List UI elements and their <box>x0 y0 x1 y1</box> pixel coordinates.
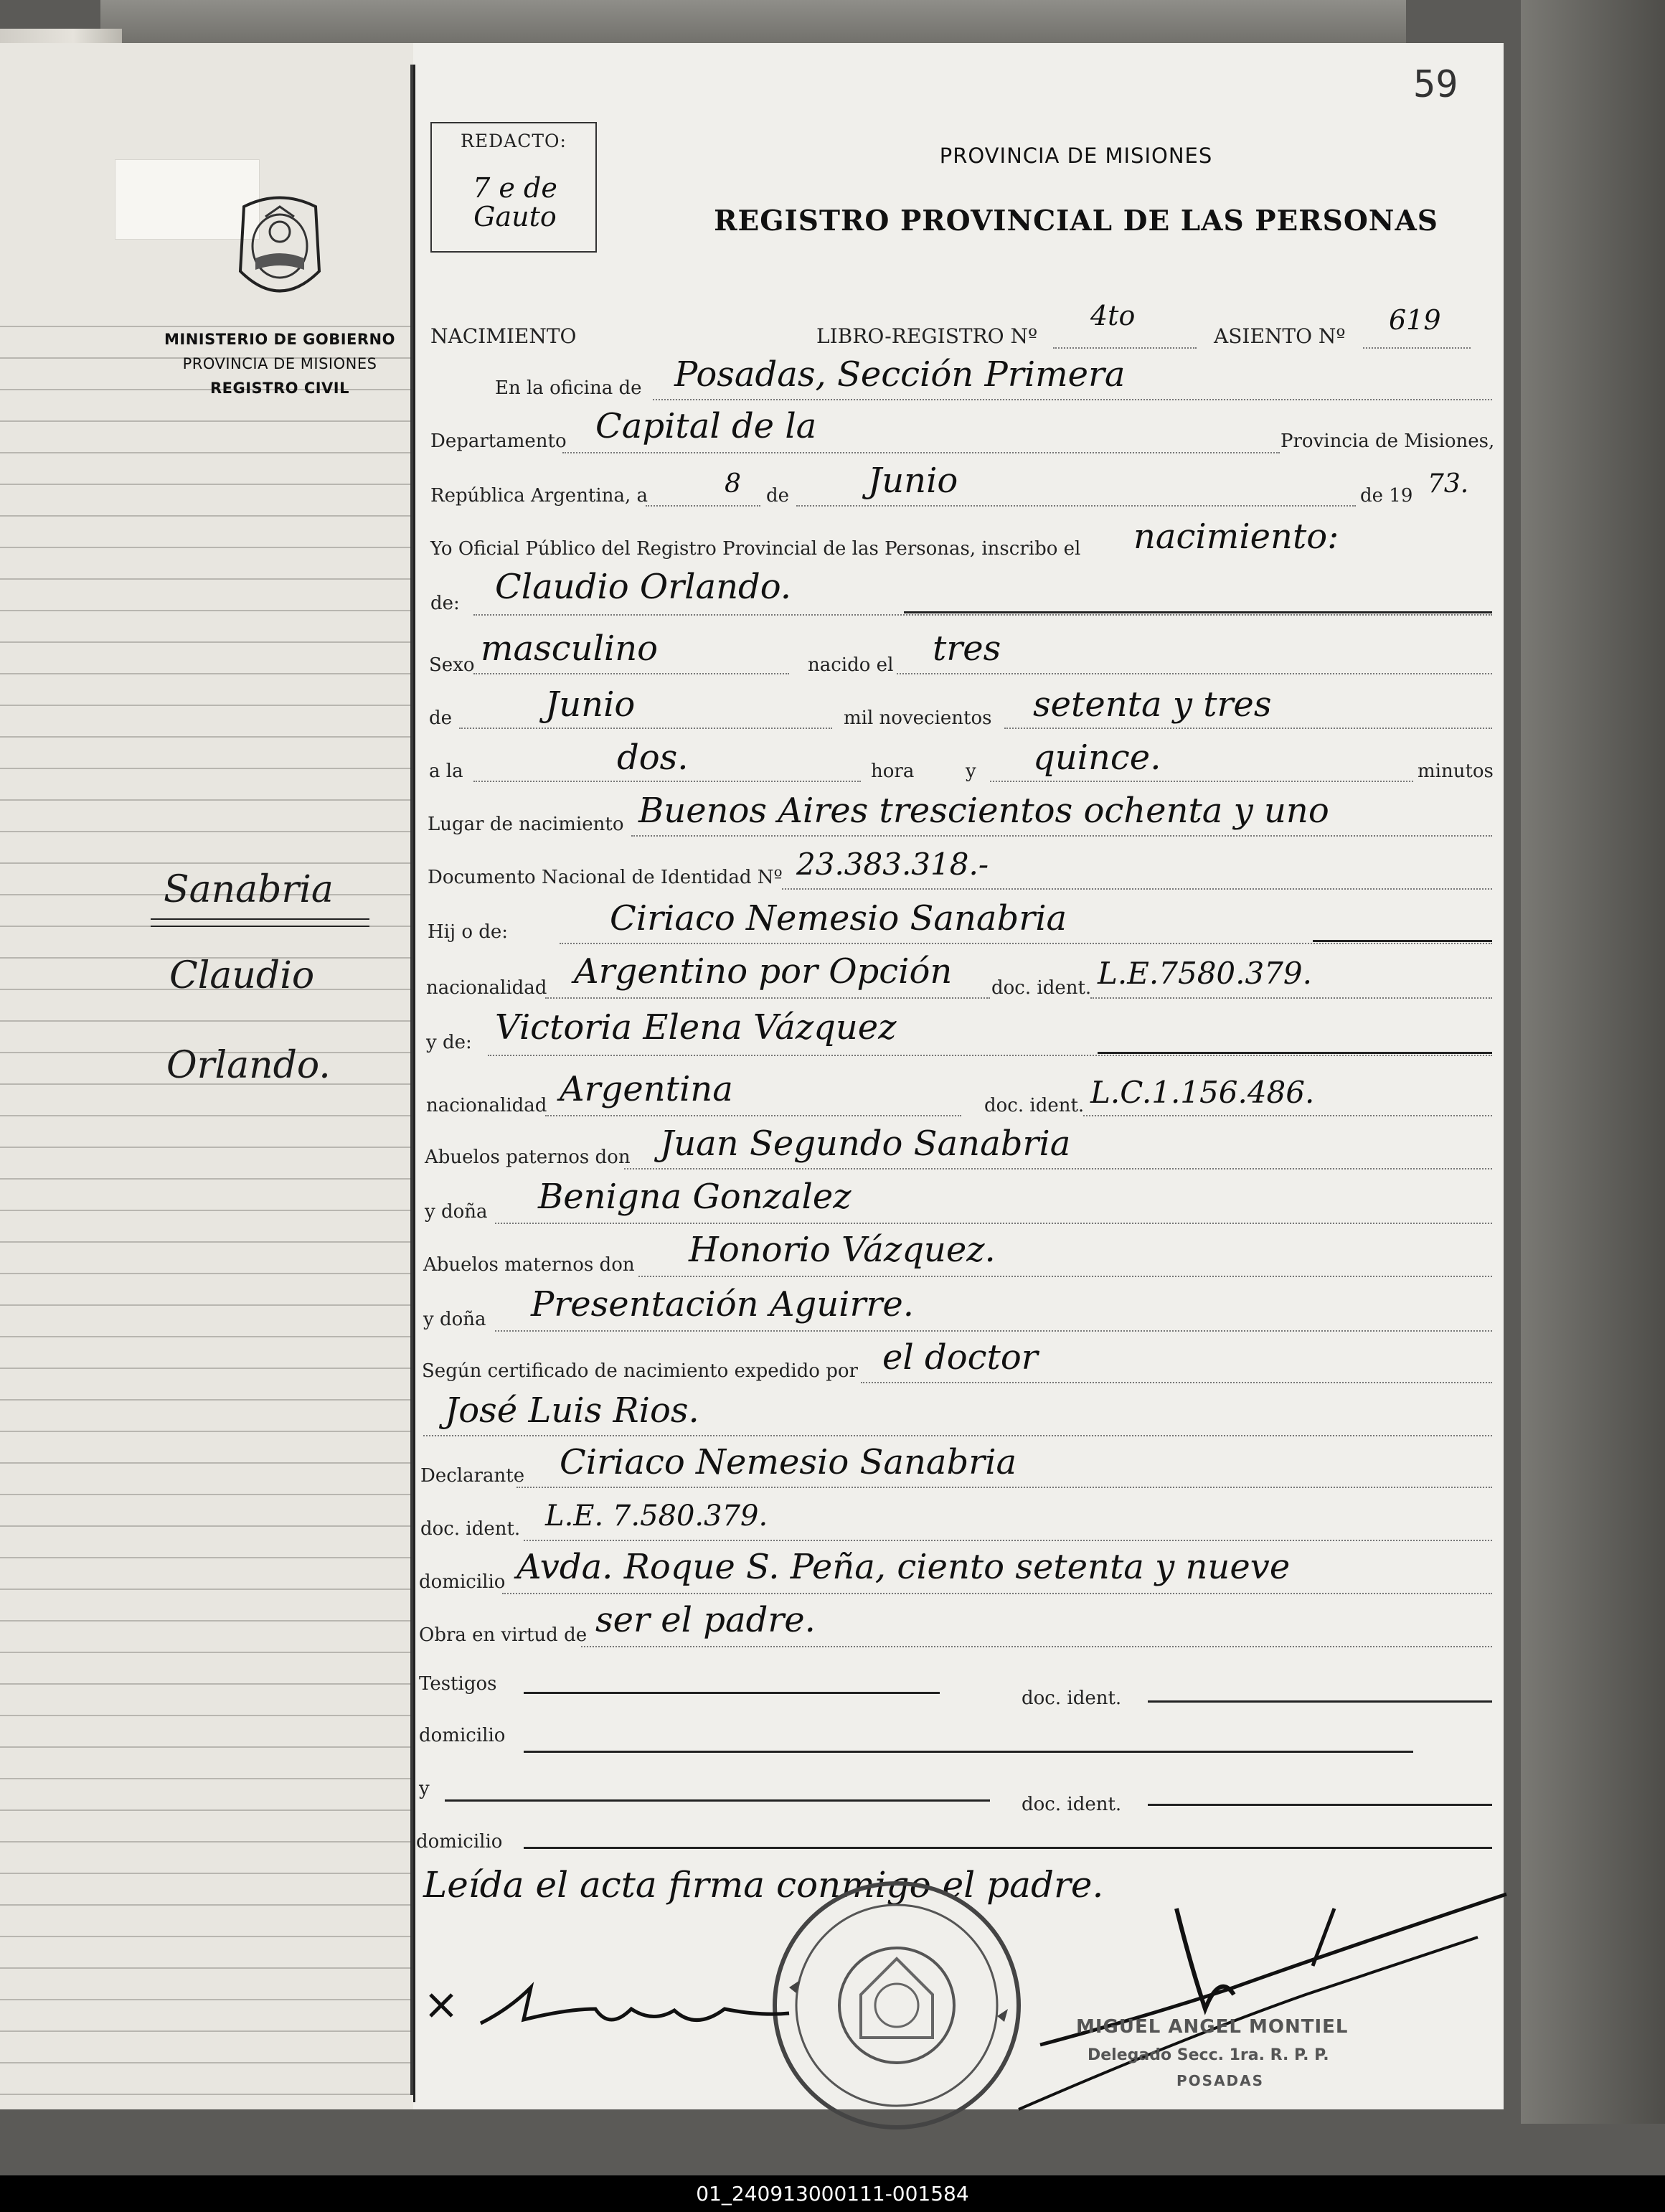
image-id-footer: 01_240913000111-001584 <box>0 2175 1665 2212</box>
mil-label: mil novecientos <box>844 707 992 729</box>
declarante-value: Ciriaco Nemesio Sanabria <box>560 1442 1017 1482</box>
redacto-label: REDACTO: <box>461 131 567 151</box>
declarante-doc-value: L.E. 7.580.379. <box>545 1500 768 1533</box>
mother-nationality-value: Argentina <box>560 1069 733 1109</box>
page-number: 59 <box>1413 63 1458 106</box>
official-name: MIGUEL ANGEL MONTIEL <box>1076 2016 1349 2038</box>
obra-value: ser el padre. <box>595 1600 816 1640</box>
maternal-grandmother-label: y doña <box>423 1309 486 1330</box>
father-nationality-value: Argentino por Opción <box>574 951 953 992</box>
y-label: y <box>966 761 976 782</box>
de-month-label: de <box>429 707 453 729</box>
maternal-grandfather-label: Abuelos maternos don <box>423 1254 635 1276</box>
province-title: PROVINCIA DE MISIONES <box>939 143 1213 168</box>
libro-value: 4to <box>1090 300 1136 331</box>
registered-name-value: Claudio Orlando. <box>495 567 792 607</box>
provincial-seal-icon <box>230 192 330 307</box>
ala-label: a la <box>429 761 463 782</box>
stub-underline <box>151 926 369 927</box>
inscribo-value: nacimiento: <box>1133 517 1339 557</box>
hora-label: hora <box>871 761 915 782</box>
testigos-label: Testigos <box>419 1673 497 1695</box>
paternal-grandmother-label: y doña <box>425 1201 488 1223</box>
minutos-value: quince. <box>1033 738 1161 778</box>
sexo-label: Sexo <box>429 654 475 676</box>
act-type-label: NACIMIENTO <box>430 324 577 348</box>
stub-underline <box>151 918 369 920</box>
testigo2-label: y <box>419 1778 430 1799</box>
asiento-value: 619 <box>1389 304 1441 336</box>
departamento-label: Departamento <box>430 430 567 452</box>
certificate-value-2: José Luis Rios. <box>445 1390 699 1431</box>
libro-label: LIBRO-REGISTRO Nº <box>816 324 1038 348</box>
obra-label: Obra en virtud de <box>419 1624 588 1646</box>
book-edge <box>1521 0 1665 2124</box>
maternal-grandfather-value: Honorio Vázquez. <box>689 1230 996 1270</box>
nacido-label: nacido el <box>808 654 894 676</box>
father-doc-label: doc. ident. <box>991 977 1092 999</box>
redacto-box <box>430 122 597 253</box>
stub-given-name: Orlando. <box>166 1044 331 1087</box>
oficina-label: En la oficina de <box>495 377 642 399</box>
certificate-value-1: el doctor <box>882 1337 1038 1378</box>
testigo2-doc-label: doc. ident. <box>1022 1794 1122 1815</box>
dni-label: Documento Nacional de Identidad Nº <box>428 867 783 888</box>
year-value: 73. <box>1428 469 1469 499</box>
mother-doc-label: doc. ident. <box>984 1095 1085 1116</box>
sexo-value: masculino <box>481 629 659 669</box>
certificate-label: Según certificado de nacimiento expedido por <box>422 1360 858 1382</box>
paternal-grandmother-value: Benigna Gonzalez <box>538 1177 852 1217</box>
de-name-label: de: <box>430 593 460 614</box>
ministry-name: MINISTERIO DE GOBIERNO <box>164 331 395 348</box>
declarante-signature <box>423 1966 796 2045</box>
republica-label: República Argentina, a <box>430 485 648 507</box>
minutos-label: minutos <box>1418 761 1494 782</box>
day-value: 8 <box>725 469 741 499</box>
mother-label: y de: <box>426 1032 472 1053</box>
birth-year-value: setenta y tres <box>1033 684 1272 725</box>
maternal-grandmother-value: Presentación Aguirre. <box>531 1284 915 1324</box>
ministry-registry: REGISTRO CIVIL <box>209 380 350 397</box>
de-label: de <box>766 485 790 507</box>
nacido-value: tres <box>933 629 1001 669</box>
month-value: Junio <box>868 461 958 501</box>
father-doc-value: L.E.7580.379. <box>1098 956 1313 991</box>
mother-doc-value: L.C.1.156.486. <box>1090 1075 1315 1110</box>
year-label: de 19 <box>1360 485 1413 507</box>
departamento-value: Capital de la <box>595 406 817 446</box>
oficina-value: Posadas, Sección Primera <box>674 354 1126 395</box>
hijo-label: Hij o de: <box>428 921 509 943</box>
mother-nationality-label: nacionalidad <box>426 1095 547 1116</box>
ministry-province: PROVINCIA DE MISIONES <box>182 355 377 372</box>
registry-title: REGISTRO PROVINCIAL DE LAS PERSONAS <box>714 204 1438 237</box>
official-role: Delegado Secc. 1ra. R. P. P. <box>1088 2046 1329 2064</box>
lugar-value: Buenos Aires trescientos ochenta y uno <box>638 791 1329 831</box>
stub-surname: Sanabria <box>164 868 334 911</box>
paternal-grandfather-value: Juan Segundo Sanabria <box>660 1124 1071 1164</box>
father-nationality-label: nacionalidad <box>426 977 547 999</box>
father-name-value: Ciriaco Nemesio Sanabria <box>610 898 1067 938</box>
domicilio-label: domicilio <box>419 1571 506 1593</box>
redacto-value: 7 e de Gauto <box>473 172 557 232</box>
closing-statement: Leída el acta firma conmigo el padre. <box>423 1864 1104 1906</box>
birth-month-value: Junio <box>545 684 636 725</box>
domicilio-value: Avda. Roque S. Peña, ciento setenta y nueve <box>517 1547 1291 1587</box>
testigo1-domicilio-label: domicilio <box>419 1725 506 1746</box>
lugar-label: Lugar de nacimiento <box>428 814 624 835</box>
provincia-label: Provincia de Misiones, <box>1280 430 1495 452</box>
paternal-grandfather-label: Abuelos paternos don <box>425 1147 631 1168</box>
mother-name-value: Victoria Elena Vázquez <box>495 1007 897 1048</box>
testigo1-doc-label: doc. ident. <box>1022 1688 1122 1709</box>
dni-value: 23.383.318.- <box>796 847 989 882</box>
testigo2-domicilio-label: domicilio <box>416 1831 503 1853</box>
declarante-doc-label: doc. ident. <box>420 1518 521 1540</box>
stub-given-name: Claudio <box>169 954 315 997</box>
declarante-label: Declarante <box>420 1465 525 1487</box>
hora-value: dos. <box>617 738 689 778</box>
official-city: POSADAS <box>1176 2072 1265 2089</box>
oficial-label: Yo Oficial Público del Registro Provincial de las Personas, inscribo el <box>430 538 1081 560</box>
ministry-header <box>143 327 416 400</box>
asiento-label: ASIENTO Nº <box>1214 324 1346 348</box>
